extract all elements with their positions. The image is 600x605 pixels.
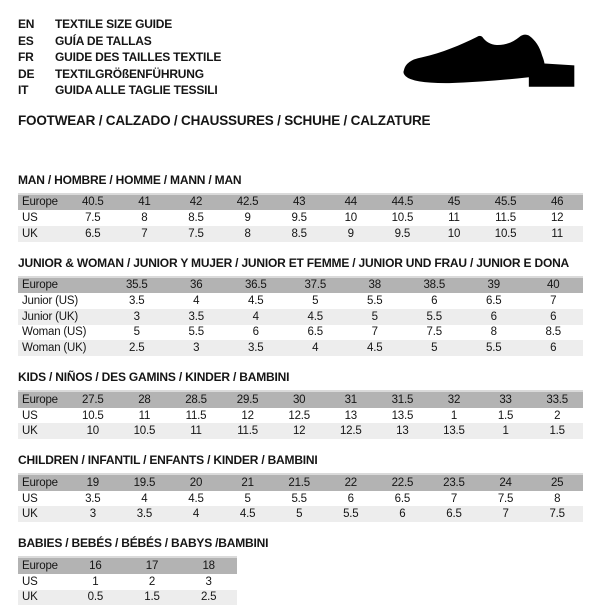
row-label: Woman (US) bbox=[18, 325, 107, 341]
size-value-cell: 9 bbox=[325, 226, 377, 242]
size-value-cell: 3.5 bbox=[226, 340, 286, 356]
size-value-cell: 4.5 bbox=[222, 506, 274, 522]
size-value-cell: 13 bbox=[377, 423, 429, 439]
size-value-cell: 40 bbox=[524, 277, 584, 294]
size-value-cell: 25 bbox=[531, 474, 583, 491]
size-value-cell: 7 bbox=[480, 506, 532, 522]
region-header-row bbox=[18, 474, 583, 491]
size-value-cell: 10 bbox=[428, 226, 480, 242]
size-value-cell: 7 bbox=[119, 226, 171, 242]
size-value-cell: 3.5 bbox=[107, 293, 167, 309]
size-value-cell: 8 bbox=[464, 325, 524, 341]
row-label: Europe bbox=[18, 474, 67, 491]
size-row bbox=[18, 423, 583, 439]
size-row bbox=[18, 491, 583, 507]
size-value-cell: 4.5 bbox=[345, 340, 405, 356]
size-value-cell: 43 bbox=[273, 194, 325, 211]
size-value-cell: 36.5 bbox=[226, 277, 286, 294]
language-code: DE bbox=[18, 66, 55, 83]
size-table bbox=[18, 193, 583, 242]
size-value-cell: 11 bbox=[428, 210, 480, 226]
size-value-cell: 42.5 bbox=[222, 194, 274, 211]
size-row bbox=[18, 574, 237, 590]
size-value-cell: 7.5 bbox=[480, 491, 532, 507]
size-value-cell: 31 bbox=[325, 391, 377, 408]
size-value-cell: 11 bbox=[170, 423, 222, 439]
size-value-cell: 7.5 bbox=[170, 226, 222, 242]
size-value-cell: 1 bbox=[67, 574, 124, 590]
size-value-cell: 6 bbox=[524, 309, 584, 325]
size-value-cell: 29.5 bbox=[222, 391, 274, 408]
size-value-cell: 11.5 bbox=[222, 423, 274, 439]
size-table-section bbox=[18, 173, 583, 242]
size-value-cell: 4 bbox=[286, 340, 346, 356]
size-value-cell: 4 bbox=[170, 506, 222, 522]
size-value-cell: 17 bbox=[124, 557, 181, 574]
row-label: UK bbox=[18, 506, 67, 522]
size-value-cell: 5.5 bbox=[464, 340, 524, 356]
language-label: GUIDE DES TAILLES TEXTILE bbox=[55, 49, 583, 66]
size-tables bbox=[18, 173, 583, 605]
size-row bbox=[18, 506, 583, 522]
size-value-cell: 19 bbox=[67, 474, 119, 491]
size-value-cell: 5 bbox=[286, 293, 346, 309]
size-value-cell: 24 bbox=[480, 474, 532, 491]
size-value-cell: 33 bbox=[480, 391, 532, 408]
size-table-section bbox=[18, 453, 583, 522]
size-table-section bbox=[18, 536, 583, 605]
size-value-cell: 3.5 bbox=[67, 491, 119, 507]
size-value-cell: 11.5 bbox=[170, 408, 222, 424]
row-label: US bbox=[18, 491, 67, 507]
size-value-cell: 37.5 bbox=[286, 277, 346, 294]
size-row bbox=[18, 226, 583, 242]
size-row bbox=[18, 340, 583, 356]
section-title: KIDS / NIÑOS / DES GAMINS / KINDER / BAMBINI bbox=[18, 370, 583, 384]
size-value-cell: 6 bbox=[226, 325, 286, 341]
row-label: Woman (UK) bbox=[18, 340, 107, 356]
size-value-cell: 6 bbox=[524, 340, 584, 356]
size-value-cell: 13.5 bbox=[428, 423, 480, 439]
size-table bbox=[18, 556, 237, 605]
size-value-cell: 4 bbox=[119, 491, 171, 507]
size-value-cell: 5 bbox=[222, 491, 274, 507]
size-value-cell: 33.5 bbox=[531, 391, 583, 408]
size-value-cell: 5 bbox=[107, 325, 167, 341]
size-value-cell: 46 bbox=[531, 194, 583, 211]
size-value-cell: 2 bbox=[124, 574, 181, 590]
size-table bbox=[18, 276, 583, 356]
size-value-cell: 23.5 bbox=[428, 474, 480, 491]
row-label: Junior (US) bbox=[18, 293, 107, 309]
size-row bbox=[18, 325, 583, 341]
size-value-cell: 5.5 bbox=[345, 293, 405, 309]
size-value-cell: 30 bbox=[273, 391, 325, 408]
size-value-cell: 28 bbox=[119, 391, 171, 408]
size-value-cell: 11 bbox=[119, 408, 171, 424]
size-value-cell: 10.5 bbox=[377, 210, 429, 226]
size-value-cell: 9.5 bbox=[377, 226, 429, 242]
size-value-cell: 9 bbox=[222, 210, 274, 226]
size-value-cell: 2.5 bbox=[107, 340, 167, 356]
size-value-cell: 5 bbox=[273, 506, 325, 522]
language-code: FR bbox=[18, 49, 55, 66]
row-label: UK bbox=[18, 423, 67, 439]
size-value-cell: 4.5 bbox=[286, 309, 346, 325]
size-value-cell: 41 bbox=[119, 194, 171, 211]
size-value-cell: 10 bbox=[67, 423, 119, 439]
size-value-cell: 3 bbox=[67, 506, 119, 522]
size-value-cell: 38.5 bbox=[405, 277, 465, 294]
size-value-cell: 11.5 bbox=[480, 210, 532, 226]
size-value-cell: 1 bbox=[480, 423, 532, 439]
language-row bbox=[18, 16, 583, 33]
size-value-cell: 4.5 bbox=[170, 491, 222, 507]
language-label: TEXTILGRÖßENFÜHRUNG bbox=[55, 66, 583, 83]
size-table bbox=[18, 390, 583, 439]
size-value-cell: 10 bbox=[325, 210, 377, 226]
size-value-cell: 9.5 bbox=[273, 210, 325, 226]
section-title: MAN / HOMBRE / HOMME / MANN / MAN bbox=[18, 173, 583, 187]
size-value-cell: 8 bbox=[119, 210, 171, 226]
size-value-cell: 38 bbox=[345, 277, 405, 294]
size-value-cell: 4.5 bbox=[226, 293, 286, 309]
size-value-cell: 21 bbox=[222, 474, 274, 491]
size-value-cell: 7 bbox=[428, 491, 480, 507]
size-table-section bbox=[18, 370, 583, 439]
row-label: US bbox=[18, 210, 67, 226]
size-value-cell: 45 bbox=[428, 194, 480, 211]
size-table bbox=[18, 473, 583, 522]
row-label: US bbox=[18, 408, 67, 424]
size-row bbox=[18, 309, 583, 325]
size-value-cell: 13 bbox=[325, 408, 377, 424]
language-code: IT bbox=[18, 82, 55, 99]
section-title: BABIES / BEBÉS / BÉBÉS / BABYS /BAMBINI bbox=[18, 536, 583, 550]
size-value-cell: 1.5 bbox=[124, 590, 181, 605]
row-label: Junior (UK) bbox=[18, 309, 107, 325]
row-label: Europe bbox=[18, 194, 67, 211]
size-value-cell: 7 bbox=[345, 325, 405, 341]
language-code: ES bbox=[18, 33, 55, 50]
size-value-cell: 27.5 bbox=[67, 391, 119, 408]
row-label: UK bbox=[18, 226, 67, 242]
language-label: TEXTILE SIZE GUIDE bbox=[55, 16, 583, 33]
size-value-cell: 12.5 bbox=[273, 408, 325, 424]
size-value-cell: 19.5 bbox=[119, 474, 171, 491]
language-code: EN bbox=[18, 16, 55, 33]
row-label: Europe bbox=[18, 557, 67, 574]
size-value-cell: 39 bbox=[464, 277, 524, 294]
region-header-row bbox=[18, 557, 237, 574]
row-label: Europe bbox=[18, 277, 107, 294]
language-label: GUÍA DE TALLAS bbox=[55, 33, 583, 50]
size-value-cell: 12 bbox=[222, 408, 274, 424]
size-value-cell: 8 bbox=[222, 226, 274, 242]
size-value-cell: 20 bbox=[170, 474, 222, 491]
row-label: UK bbox=[18, 590, 67, 605]
size-value-cell: 1.5 bbox=[480, 408, 532, 424]
size-value-cell: 12.5 bbox=[325, 423, 377, 439]
size-value-cell: 12 bbox=[531, 210, 583, 226]
category-heading: FOOTWEAR / CALZADO / CHAUSSURES / SCHUHE / CALZATURE bbox=[18, 113, 583, 128]
size-value-cell: 22.5 bbox=[377, 474, 429, 491]
language-label: GUIDA ALLE TAGLIE TESSILI bbox=[55, 82, 583, 99]
size-value-cell: 28.5 bbox=[170, 391, 222, 408]
size-value-cell: 18 bbox=[180, 557, 237, 574]
size-value-cell: 8 bbox=[531, 491, 583, 507]
size-table-section bbox=[18, 256, 583, 356]
size-value-cell: 6 bbox=[377, 506, 429, 522]
size-value-cell: 6.5 bbox=[67, 226, 119, 242]
size-value-cell: 21.5 bbox=[273, 474, 325, 491]
region-header-row bbox=[18, 194, 583, 211]
size-value-cell: 8.5 bbox=[524, 325, 584, 341]
size-value-cell: 6.5 bbox=[286, 325, 346, 341]
size-value-cell: 5.5 bbox=[273, 491, 325, 507]
size-row bbox=[18, 293, 583, 309]
size-value-cell: 5.5 bbox=[325, 506, 377, 522]
size-value-cell: 0.5 bbox=[67, 590, 124, 605]
size-value-cell: 10.5 bbox=[119, 423, 171, 439]
size-value-cell: 6.5 bbox=[464, 293, 524, 309]
size-value-cell: 16 bbox=[67, 557, 124, 574]
size-value-cell: 11 bbox=[531, 226, 583, 242]
size-value-cell: 44.5 bbox=[377, 194, 429, 211]
size-value-cell: 6 bbox=[405, 293, 465, 309]
size-value-cell: 10.5 bbox=[67, 408, 119, 424]
size-value-cell: 6.5 bbox=[428, 506, 480, 522]
section-title: JUNIOR & WOMAN / JUNIOR Y MUJER / JUNIOR ET FEMME / JUNIOR UND FRAU / JUNIOR E DONA bbox=[18, 256, 583, 270]
size-value-cell: 3 bbox=[167, 340, 227, 356]
size-value-cell: 3.5 bbox=[119, 506, 171, 522]
shoe-icon bbox=[400, 32, 580, 95]
region-header-row bbox=[18, 277, 583, 294]
size-value-cell: 7.5 bbox=[531, 506, 583, 522]
size-value-cell: 6 bbox=[325, 491, 377, 507]
size-value-cell: 4 bbox=[226, 309, 286, 325]
region-header-row bbox=[18, 391, 583, 408]
size-value-cell: 3 bbox=[107, 309, 167, 325]
section-title: CHILDREN / INFANTIL / ENFANTS / KINDER / BAMBINI bbox=[18, 453, 583, 467]
size-value-cell: 8.5 bbox=[170, 210, 222, 226]
size-value-cell: 31.5 bbox=[377, 391, 429, 408]
size-value-cell: 13.5 bbox=[377, 408, 429, 424]
size-value-cell: 8.5 bbox=[273, 226, 325, 242]
size-value-cell: 6 bbox=[464, 309, 524, 325]
size-row bbox=[18, 210, 583, 226]
size-value-cell: 7.5 bbox=[405, 325, 465, 341]
row-label: Europe bbox=[18, 391, 67, 408]
size-value-cell: 44 bbox=[325, 194, 377, 211]
size-value-cell: 3.5 bbox=[167, 309, 227, 325]
size-value-cell: 5 bbox=[345, 309, 405, 325]
size-value-cell: 10.5 bbox=[480, 226, 532, 242]
size-value-cell: 6.5 bbox=[377, 491, 429, 507]
size-value-cell: 5.5 bbox=[167, 325, 227, 341]
size-value-cell: 2 bbox=[531, 408, 583, 424]
size-value-cell: 1.5 bbox=[531, 423, 583, 439]
size-value-cell: 35.5 bbox=[107, 277, 167, 294]
size-value-cell: 5.5 bbox=[405, 309, 465, 325]
size-value-cell: 40.5 bbox=[67, 194, 119, 211]
size-value-cell: 4 bbox=[167, 293, 227, 309]
row-label: US bbox=[18, 574, 67, 590]
size-value-cell: 32 bbox=[428, 391, 480, 408]
size-value-cell: 36 bbox=[167, 277, 227, 294]
size-value-cell: 42 bbox=[170, 194, 222, 211]
size-value-cell: 1 bbox=[428, 408, 480, 424]
size-value-cell: 7 bbox=[524, 293, 584, 309]
size-value-cell: 45.5 bbox=[480, 194, 532, 211]
size-value-cell: 22 bbox=[325, 474, 377, 491]
size-value-cell: 3 bbox=[180, 574, 237, 590]
size-value-cell: 7.5 bbox=[67, 210, 119, 226]
size-row bbox=[18, 408, 583, 424]
size-value-cell: 2.5 bbox=[180, 590, 237, 605]
size-value-cell: 12 bbox=[273, 423, 325, 439]
size-row bbox=[18, 590, 237, 605]
size-value-cell: 5 bbox=[405, 340, 465, 356]
